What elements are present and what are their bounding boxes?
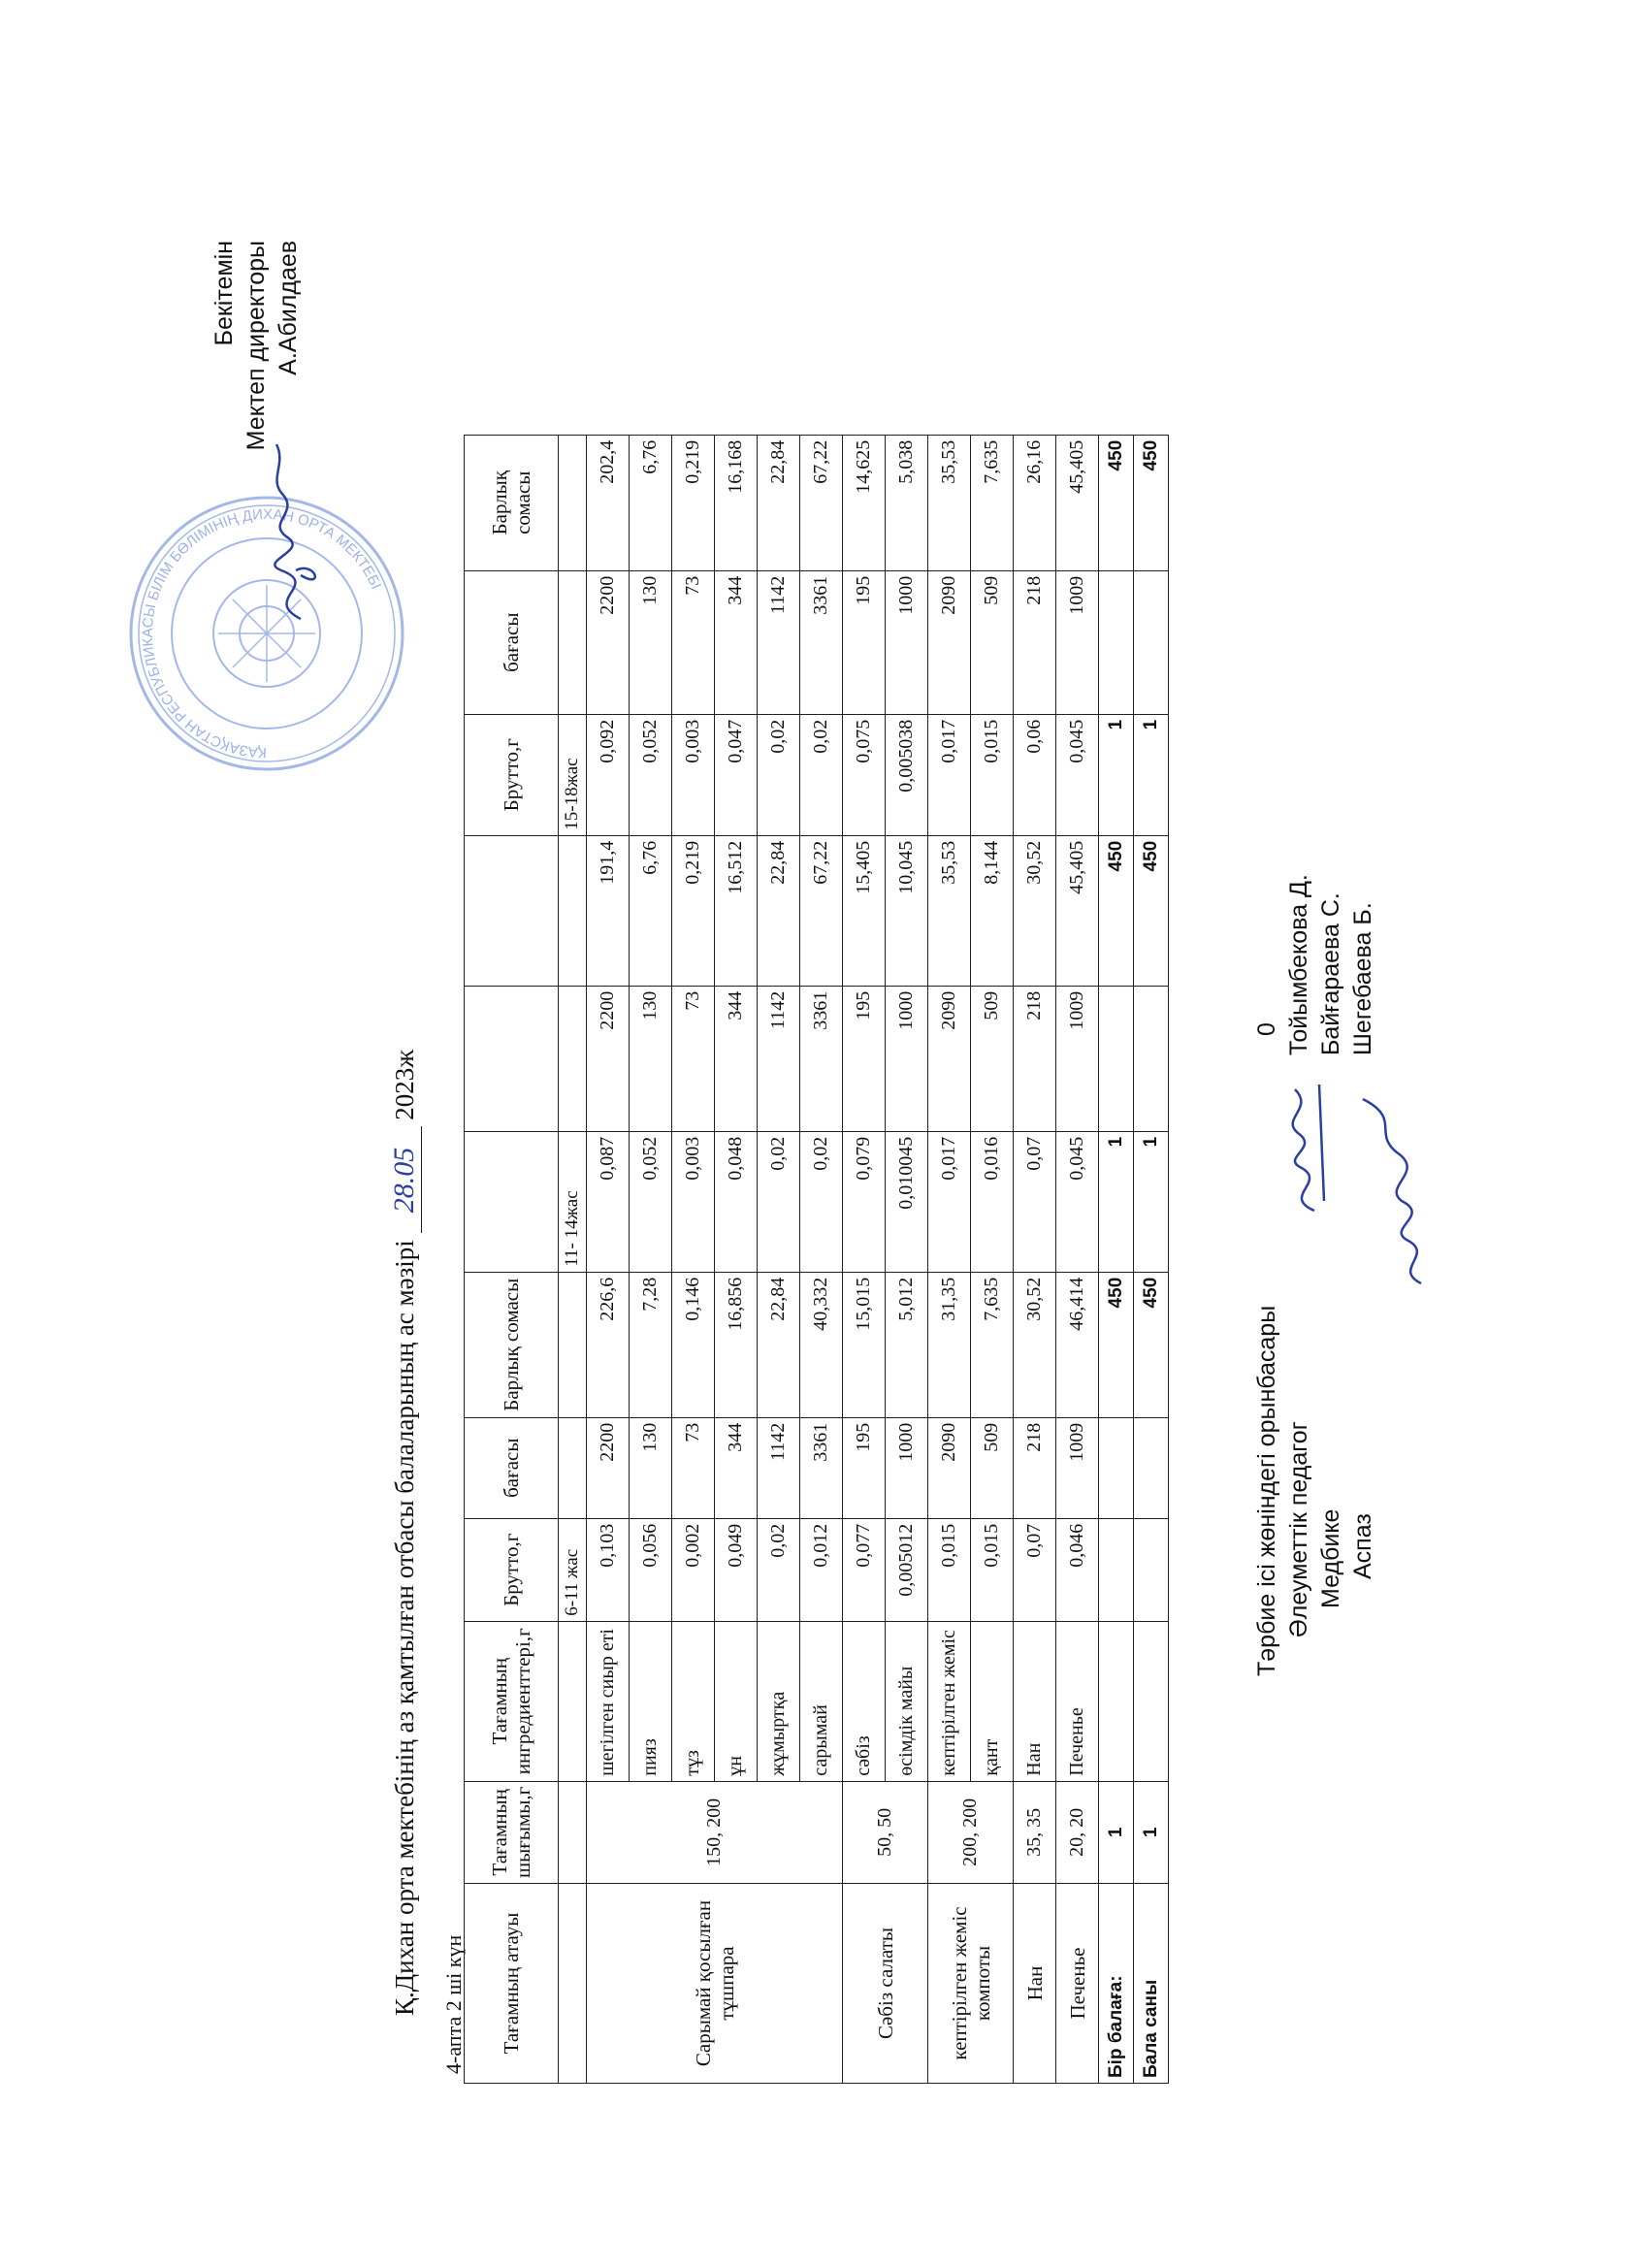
value-cell-t2: 35,53 bbox=[928, 835, 971, 986]
table-header-row bbox=[465, 435, 559, 2083]
dish-output-cell: 35, 35 bbox=[1014, 1781, 1056, 1883]
approver-name: А.Абилдаев bbox=[275, 241, 302, 375]
value-cell-p1: 3361 bbox=[800, 1417, 843, 1518]
value-cell-p3: 344 bbox=[715, 570, 758, 714]
director-signature bbox=[242, 435, 330, 629]
ingredient-cell: ұн bbox=[715, 1621, 758, 1781]
dish-name-cell: Сарымай қосылған тұшпара bbox=[587, 1884, 843, 2084]
header-total-2 bbox=[465, 835, 559, 986]
value-cell-t2: 191,4 bbox=[587, 835, 630, 986]
value-cell-b2: 0,048 bbox=[715, 1131, 758, 1272]
empty-cell bbox=[1099, 1417, 1134, 1518]
total-label: Бір балаға: bbox=[1099, 1884, 1134, 2084]
value-cell-b3: 0,092 bbox=[587, 714, 630, 835]
value-cell-p2: 1142 bbox=[758, 986, 800, 1131]
ingredient-cell: өсімдік майы bbox=[886, 1621, 928, 1781]
dish-name-cell: Нан bbox=[1014, 1884, 1056, 2084]
total-marker-3: 1 bbox=[1099, 714, 1134, 835]
value-cell-p1: 130 bbox=[630, 1417, 672, 1518]
value-cell-b2: 0,016 bbox=[971, 1131, 1014, 1272]
value-cell-p2: 509 bbox=[971, 986, 1014, 1131]
value-cell-b3: 0,06 bbox=[1014, 714, 1056, 835]
ingredient-cell: жұмыртқа bbox=[758, 1621, 800, 1781]
child-count-row bbox=[1134, 435, 1169, 2083]
total-output: 1 bbox=[1099, 1781, 1134, 1883]
value-cell-p2: 3361 bbox=[800, 986, 843, 1131]
table-row bbox=[1014, 435, 1056, 2083]
value-cell-p2: 1000 bbox=[886, 986, 928, 1131]
value-cell-b3: 0,02 bbox=[758, 714, 800, 835]
value-cell-b1: 0,002 bbox=[672, 1518, 715, 1621]
value-cell-p2: 218 bbox=[1014, 986, 1056, 1131]
table-row bbox=[1056, 435, 1099, 2083]
total-label: Бала саны bbox=[1134, 1884, 1169, 2084]
value-cell-p1: 2090 bbox=[928, 1417, 971, 1518]
value-cell-p3: 1142 bbox=[758, 570, 800, 714]
value-cell-t2: 67,22 bbox=[800, 835, 843, 986]
empty-cell bbox=[1134, 1417, 1169, 1518]
role-nurse: Медбике bbox=[1317, 1508, 1344, 1608]
empty-cell bbox=[1134, 1518, 1169, 1621]
deputy-signature bbox=[1271, 1065, 1339, 1220]
value-cell-t2: 16,512 bbox=[715, 835, 758, 986]
total-sum-2: 450 bbox=[1099, 835, 1134, 986]
value-cell-p2: 73 bbox=[672, 986, 715, 1131]
value-cell-t1: 7,28 bbox=[630, 1272, 672, 1417]
name-nurse: Шегебаева Б. bbox=[1349, 902, 1376, 1055]
value-cell-p2: 344 bbox=[715, 986, 758, 1131]
value-cell-t1: 15,015 bbox=[843, 1272, 886, 1417]
week-day-label: 4-апта 2 ші күн bbox=[441, 1934, 466, 2074]
header-price-1: бағасы bbox=[465, 1417, 559, 1518]
value-cell-b3: 0,003 bbox=[672, 714, 715, 835]
value-cell-p3: 195 bbox=[843, 570, 886, 714]
empty-cell bbox=[1134, 570, 1169, 714]
value-cell-b2: 0,02 bbox=[758, 1131, 800, 1272]
value-cell-t3: 22,84 bbox=[758, 435, 800, 570]
value-cell-b2: 0,079 bbox=[843, 1131, 886, 1272]
table-row bbox=[928, 435, 971, 2083]
role-social-pedagogue: Әлеуметтік педагог bbox=[1285, 1421, 1312, 1637]
value-cell-b1: 0,02 bbox=[758, 1518, 800, 1621]
ingredient-cell: пияз bbox=[630, 1621, 672, 1781]
value-cell-p3: 1000 bbox=[886, 570, 928, 714]
per-child-total-row bbox=[1099, 435, 1134, 2083]
total-sum-3: 450 bbox=[1134, 435, 1169, 570]
total-marker-2: 1 bbox=[1134, 1131, 1169, 1272]
ingredient-cell: кептірілген жеміс bbox=[928, 1621, 971, 1781]
age-group-1: 6-11 жас bbox=[559, 1518, 587, 1621]
signature-names bbox=[1251, 874, 1379, 1055]
value-cell-t3: 5,038 bbox=[886, 435, 928, 570]
value-cell-p1: 2200 bbox=[587, 1417, 630, 1518]
value-cell-p1: 218 bbox=[1014, 1417, 1056, 1518]
value-cell-t3: 202,4 bbox=[587, 435, 630, 570]
header-brutto-2 bbox=[465, 1131, 559, 1272]
value-cell-p1: 1009 bbox=[1056, 1417, 1099, 1518]
value-cell-p2: 195 bbox=[843, 986, 886, 1131]
value-cell-p2: 2090 bbox=[928, 986, 971, 1131]
empty-cell bbox=[1099, 986, 1134, 1131]
value-cell-p3: 3361 bbox=[800, 570, 843, 714]
value-cell-b3: 0,045 bbox=[1056, 714, 1099, 835]
ingredient-cell: қант bbox=[971, 1621, 1014, 1781]
role-cook: Аспаз bbox=[1349, 1513, 1376, 1579]
ingredient-cell: сарымай bbox=[800, 1621, 843, 1781]
age-group-row bbox=[559, 435, 587, 2083]
value-cell-t1: 226,6 bbox=[587, 1272, 630, 1417]
ingredient-cell: Нан bbox=[1014, 1621, 1056, 1781]
header-price-2 bbox=[465, 986, 559, 1131]
name-deputy: Тойымбекова Д. bbox=[1285, 874, 1312, 1055]
value-cell-b1: 0,012 bbox=[800, 1518, 843, 1621]
value-cell-b1: 0,015 bbox=[928, 1518, 971, 1621]
value-cell-t3: 26,16 bbox=[1014, 435, 1056, 570]
value-cell-p2: 130 bbox=[630, 986, 672, 1131]
value-cell-t2: 30,52 bbox=[1014, 835, 1056, 986]
title-year: 2023ж bbox=[390, 1050, 419, 1120]
value-cell-t1: 0,146 bbox=[672, 1272, 715, 1417]
value-cell-t2: 22,84 bbox=[758, 835, 800, 986]
dish-output-cell: 20, 20 bbox=[1056, 1781, 1099, 1883]
header-output: Тағамның шығымы,г bbox=[465, 1781, 559, 1883]
value-cell-b2: 0,07 bbox=[1014, 1131, 1056, 1272]
value-cell-p1: 195 bbox=[843, 1417, 886, 1518]
value-cell-b3: 0,047 bbox=[715, 714, 758, 835]
empty-cell bbox=[1134, 986, 1169, 1131]
date-handwritten: 28.05 bbox=[388, 1126, 422, 1233]
total-output: 1 bbox=[1134, 1781, 1169, 1883]
age-group-2: 11- 14жас bbox=[559, 1131, 587, 1272]
value-cell-t1: 46,414 bbox=[1056, 1272, 1099, 1417]
value-cell-b2: 0,010045 bbox=[886, 1131, 928, 1272]
empty-cell bbox=[1099, 570, 1134, 714]
total-sum-3: 450 bbox=[1099, 435, 1134, 570]
value-cell-p3: 218 bbox=[1014, 570, 1056, 714]
value-cell-t1: 5,012 bbox=[886, 1272, 928, 1417]
dish-name-cell: Печенье bbox=[1056, 1884, 1099, 2084]
value-cell-b3: 0,017 bbox=[928, 714, 971, 835]
value-cell-t2: 0,219 bbox=[672, 835, 715, 986]
value-cell-p3: 73 bbox=[672, 570, 715, 714]
empty-cell bbox=[1134, 1621, 1169, 1781]
value-cell-t2: 10,045 bbox=[886, 835, 928, 986]
dish-output-cell: 50, 50 bbox=[843, 1781, 928, 1883]
value-cell-b3: 0,052 bbox=[630, 714, 672, 835]
title-prefix: Қ.Дихан орта мектебінің аз қамтылған отбасы балаларының ас мәзірі bbox=[390, 1240, 419, 2016]
value-cell-t3: 6,76 bbox=[630, 435, 672, 570]
header-brutto-3: Брутто,г bbox=[465, 714, 559, 835]
value-cell-p3: 130 bbox=[630, 570, 672, 714]
value-cell-b2: 0,02 bbox=[800, 1131, 843, 1272]
value-cell-b1: 0,056 bbox=[630, 1518, 672, 1621]
header-total-3: Барлық сомасы bbox=[465, 435, 559, 570]
value-cell-t2: 8,144 bbox=[971, 835, 1014, 986]
stamp-ring-text: ҚАЗАҚСТАН РЕСПУБЛИКАСЫ БІЛІМ БӨЛІМІНІҢ ДИХАН ОРТА МЕКТЕБІ bbox=[139, 505, 385, 761]
ingredient-cell: сәбіз bbox=[843, 1621, 886, 1781]
dish-name-cell: кептірілген жеміс компоты bbox=[928, 1884, 1014, 2084]
value-cell-p3: 1009 bbox=[1056, 570, 1099, 714]
dish-output-cell: 200, 200 bbox=[928, 1781, 1014, 1883]
age-group-3: 15-18жас bbox=[559, 714, 587, 835]
value-cell-b1: 0,07 bbox=[1014, 1518, 1056, 1621]
value-cell-t1: 30,52 bbox=[1014, 1272, 1056, 1417]
value-cell-b3: 0,02 bbox=[800, 714, 843, 835]
value-cell-p1: 1142 bbox=[758, 1417, 800, 1518]
value-cell-p1: 344 bbox=[715, 1417, 758, 1518]
value-cell-b1: 0,005012 bbox=[886, 1518, 928, 1621]
table-row bbox=[843, 435, 886, 2083]
value-cell-t3: 67,22 bbox=[800, 435, 843, 570]
value-cell-p3: 2090 bbox=[928, 570, 971, 714]
value-cell-p1: 509 bbox=[971, 1417, 1014, 1518]
value-cell-p2: 1009 bbox=[1056, 986, 1099, 1131]
value-cell-t2: 45,405 bbox=[1056, 835, 1099, 986]
approver-position: Мектеп директоры bbox=[242, 241, 270, 451]
signature-roles bbox=[1251, 1306, 1379, 1676]
dish-name-cell: Сәбіз салаты bbox=[843, 1884, 928, 2084]
value-cell-b1: 0,077 bbox=[843, 1518, 886, 1621]
value-cell-b3: 0,005038 bbox=[886, 714, 928, 835]
total-sum-2: 450 bbox=[1134, 835, 1169, 986]
totals-rows bbox=[1099, 435, 1169, 2083]
menu-rows bbox=[587, 435, 1099, 2083]
header-brutto-1: Брутто,г bbox=[465, 1518, 559, 1621]
menu-table bbox=[464, 435, 1169, 2084]
value-cell-b2: 0,087 bbox=[587, 1131, 630, 1272]
total-marker-2: 1 bbox=[1099, 1131, 1134, 1272]
value-cell-t1: 40,332 bbox=[800, 1272, 843, 1417]
total-marker-3: 1 bbox=[1134, 714, 1169, 835]
ingredient-cell: Печенье bbox=[1056, 1621, 1099, 1781]
name-social-pedagogue: Байғараева С. bbox=[1317, 892, 1344, 1055]
zero-mark: 0 bbox=[1253, 1022, 1280, 1036]
value-cell-p1: 73 bbox=[672, 1417, 715, 1518]
value-cell-t3: 45,405 bbox=[1056, 435, 1099, 570]
header-price-3: бағасы bbox=[465, 570, 559, 714]
value-cell-p3: 2200 bbox=[587, 570, 630, 714]
value-cell-t3: 7,635 bbox=[971, 435, 1014, 570]
value-cell-b1: 0,049 bbox=[715, 1518, 758, 1621]
value-cell-b1: 0,046 bbox=[1056, 1518, 1099, 1621]
total-sum-1: 450 bbox=[1134, 1272, 1169, 1417]
ingredient-cell: шегілген сиыр еті bbox=[587, 1621, 630, 1781]
value-cell-b2: 0,052 bbox=[630, 1131, 672, 1272]
value-cell-t3: 14,625 bbox=[843, 435, 886, 570]
dish-output-cell: 150, 200 bbox=[587, 1781, 843, 1883]
header-ingredients: Тағамның ингредиенттері,г bbox=[465, 1621, 559, 1781]
value-cell-p2: 2200 bbox=[587, 986, 630, 1131]
value-cell-b1: 0,015 bbox=[971, 1518, 1014, 1621]
total-sum-1: 450 bbox=[1099, 1272, 1134, 1417]
value-cell-b3: 0,015 bbox=[971, 714, 1014, 835]
value-cell-t1: 7,635 bbox=[971, 1272, 1014, 1417]
header-total-1: Барлық сомасы bbox=[465, 1272, 559, 1417]
approve-label: Бекітемін bbox=[210, 241, 238, 346]
value-cell-b1: 0,103 bbox=[587, 1518, 630, 1621]
value-cell-t2: 6,76 bbox=[630, 835, 672, 986]
value-cell-b2: 0,045 bbox=[1056, 1131, 1099, 1272]
value-cell-t1: 22,84 bbox=[758, 1272, 800, 1417]
table-row bbox=[587, 435, 630, 2083]
value-cell-t3: 35,53 bbox=[928, 435, 971, 570]
value-cell-b2: 0,003 bbox=[672, 1131, 715, 1272]
value-cell-b3: 0,075 bbox=[843, 714, 886, 835]
role-deputy: Тәрбие ісі жөніндегі орынбасары bbox=[1253, 1305, 1280, 1676]
value-cell-t3: 16,168 bbox=[715, 435, 758, 570]
value-cell-p1: 1000 bbox=[886, 1417, 928, 1518]
header-dish: Тағамның атауы bbox=[465, 1884, 559, 2084]
value-cell-t1: 31,35 bbox=[928, 1272, 971, 1417]
value-cell-t2: 15,405 bbox=[843, 835, 886, 986]
empty-cell bbox=[1099, 1518, 1134, 1621]
nurse-signature bbox=[1343, 1085, 1450, 1298]
value-cell-b2: 0,017 bbox=[928, 1131, 971, 1272]
value-cell-p3: 509 bbox=[971, 570, 1014, 714]
page-title bbox=[388, 1050, 422, 2016]
value-cell-t3: 0,219 bbox=[672, 435, 715, 570]
empty-cell bbox=[1099, 1621, 1134, 1781]
value-cell-t1: 16,856 bbox=[715, 1272, 758, 1417]
ingredient-cell: тұз bbox=[672, 1621, 715, 1781]
